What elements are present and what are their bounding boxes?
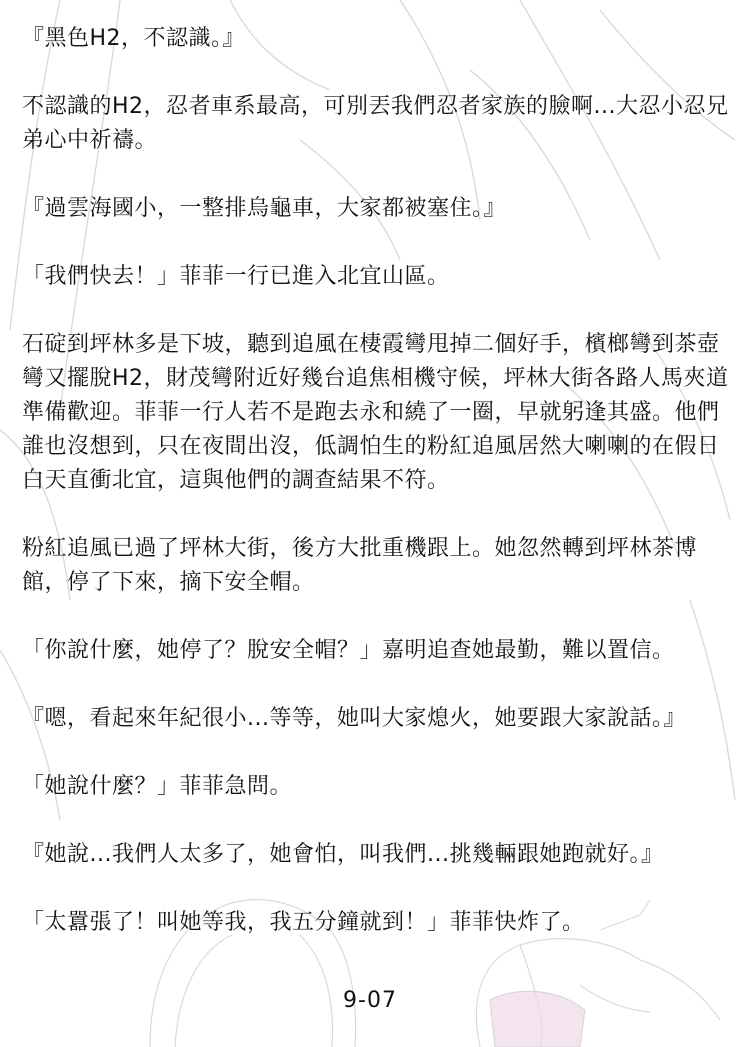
paragraph: 粉紅追風已過了坪林大街，後方大批重機跟上。她忽然轉到坪林茶博館，停了下來，摘下安全帽。 bbox=[22, 536, 698, 595]
paragraph: 「你說什麼，她停了？脫安全帽？」嘉明追查她最勤，難以置信。 bbox=[22, 638, 675, 663]
story-text-body bbox=[22, 22, 737, 974]
paragraph: 「她說什麼？」菲菲急問。 bbox=[22, 774, 293, 799]
paragraph: 『她說...我們人太多了，她會怕，叫我們...挑幾輛跟她跑就好。』 bbox=[22, 842, 664, 867]
paragraph: 『過雲海國小，一整排烏龜車，大家都被塞住。』 bbox=[22, 196, 507, 221]
paragraph: 「我們快去！」菲菲一行已進入北宜山區。 bbox=[22, 264, 450, 289]
paragraph: 『黑色H2，不認識。』 bbox=[22, 26, 246, 51]
paragraph: 「太囂張了！叫她等我，我五分鐘就到！」菲菲快炸了。 bbox=[22, 910, 585, 935]
paragraph: 『嗯，看起來年紀很小...等等，她叫大家熄火，她要跟大家說話。』 bbox=[22, 706, 686, 731]
page-number: 9-07 bbox=[343, 988, 397, 1013]
paragraph: 石碇到坪林多是下坡，聽到追風在棲霞彎甩掉二個好手，檳榔彎到茶壺彎又擺脫H2，財茂彎附近好幾台追焦相機守候，坪林大街各路人馬夾道準備歡迎。菲菲一行人若不是跑去永和繞了一圈，早就躬逢其盛。他們誰也沒想到，只在夜間出沒，低調怕生的粉紅追風居然大喇喇的在假日白天直衝北宜，這與他們的調查結果不符。 bbox=[22, 332, 729, 493]
paragraph: 不認識的H2，忍者車系最高，可別丟我們忍者家族的臉啊...大忍小忍兄弟心中祈禱。 bbox=[22, 94, 729, 153]
